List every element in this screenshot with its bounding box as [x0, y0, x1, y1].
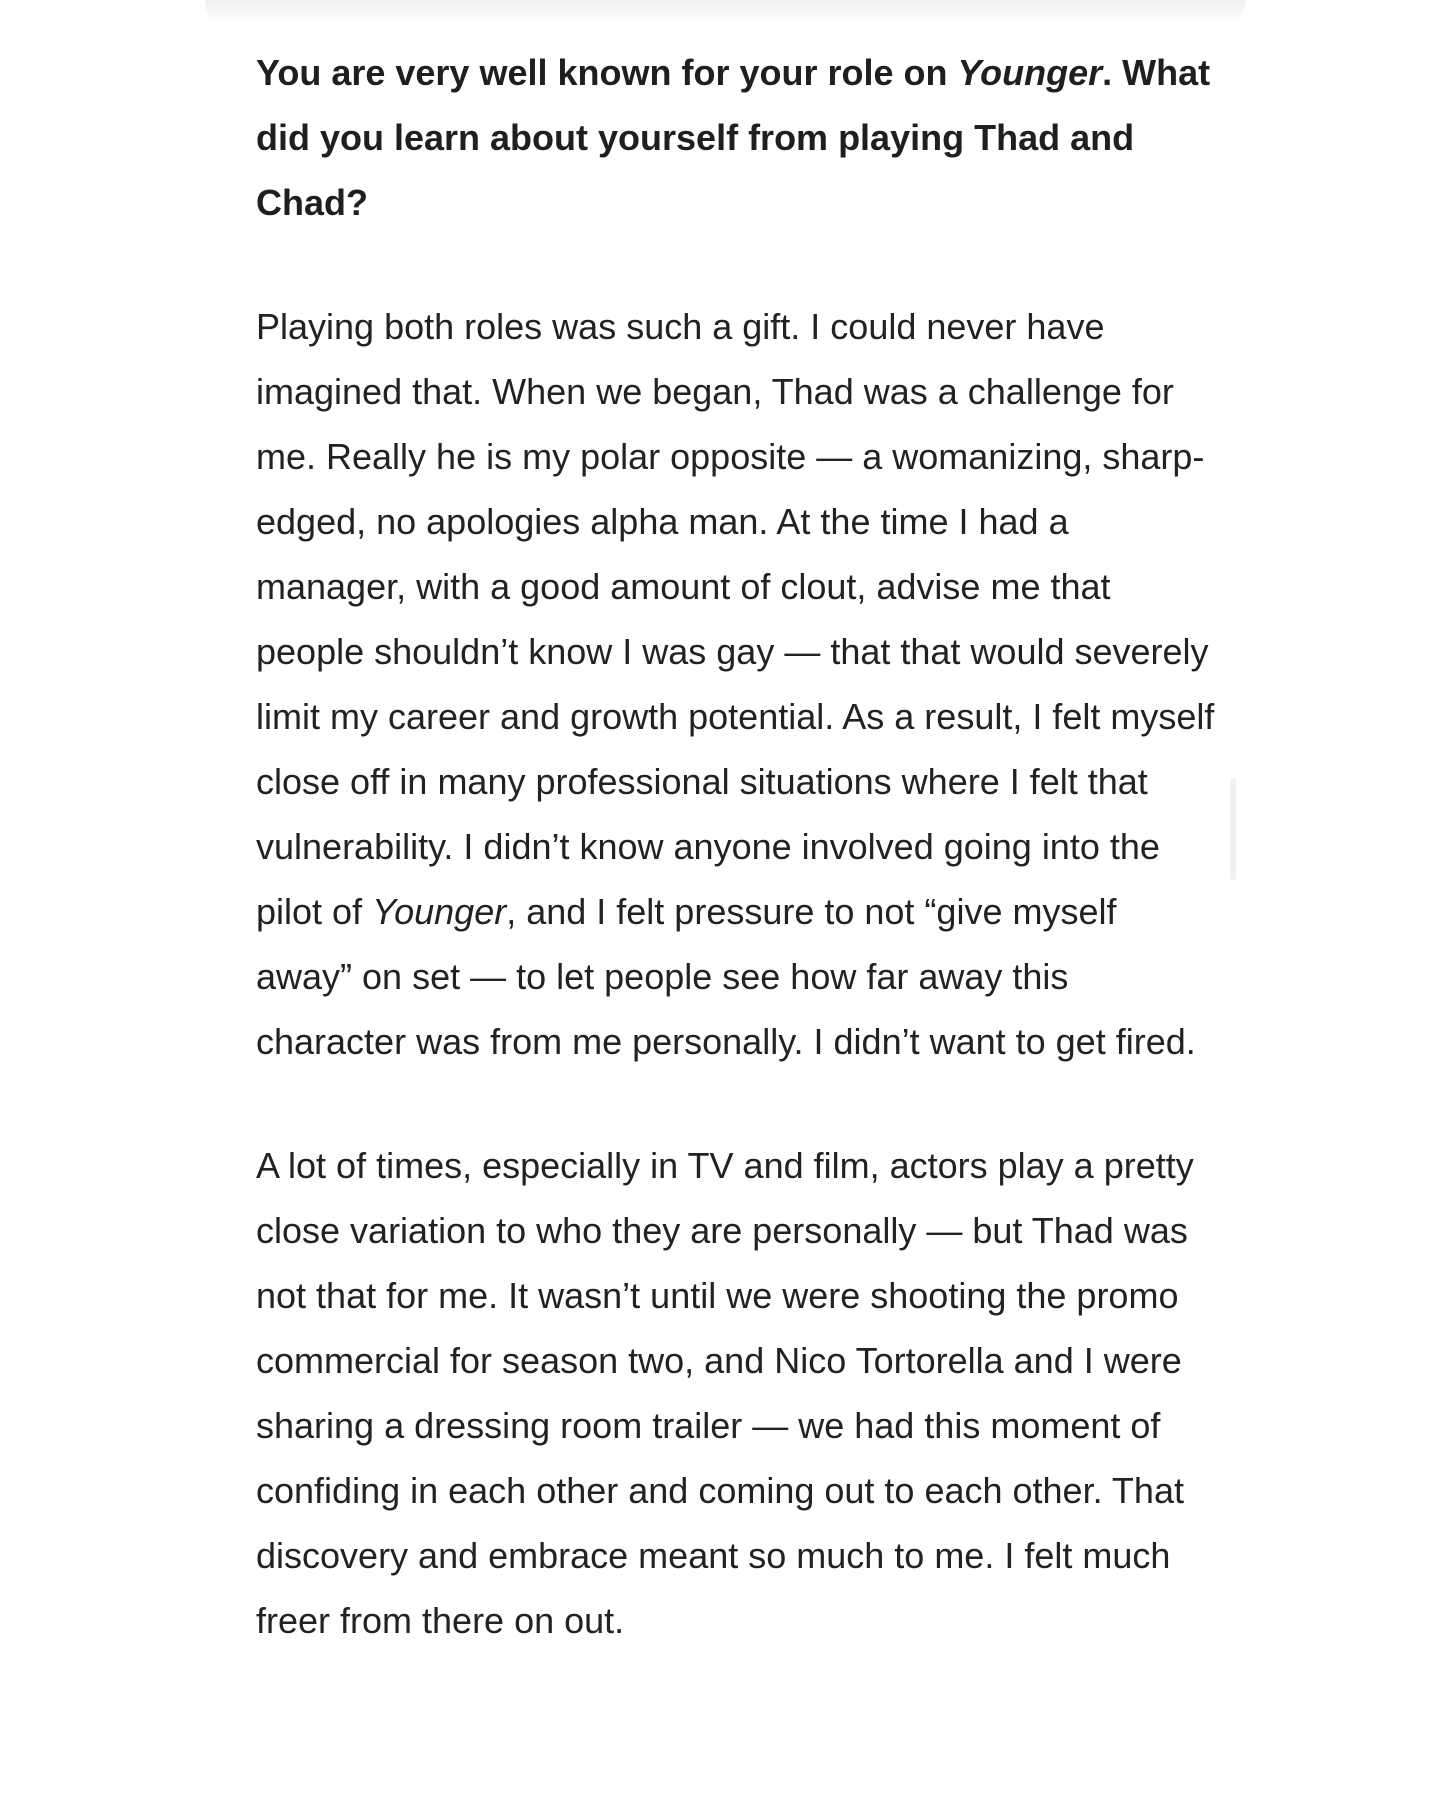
answer-show-title: Younger — [372, 891, 507, 932]
top-card-shadow — [205, 0, 1245, 22]
question-text-end: . What did you learn about yourself from playing Thad and Chad? — [256, 52, 1211, 223]
answer-paragraph-1-text-end: , and I felt pressure to not “give myself away” on set — to let people see how far away this character was from me personally. I didn’t want to get fired. — [256, 891, 1196, 1062]
question-show-title: Younger — [957, 52, 1103, 93]
scrollbar-thumb[interactable] — [1230, 778, 1236, 880]
answer-paragraph-1-text-start: Playing both roles was such a gift. I could never have imagined that. When we began, Thad was a challenge for me. Really he is my polar opposite — a womanizing, sharp-edged, no apologies alpha man. At the time I had a manager, with a good amount of clout, advise me that people shouldn’t know I was gay — that that would severely limit my career and growth potential. As a result, I felt myself close off in many professional situations where I felt that vulnerability. I didn’t know anyone involved going into the pilot of — [256, 306, 1215, 932]
article-body — [256, 40, 1216, 1653]
interview-question — [256, 40, 1216, 235]
answer-paragraph-2: A lot of times, especially in TV and film, actors play a pretty close variation to who they are personally — but Thad was not that for me. It wasn’t until we were shooting the promo commercial for season two, and Nico Tortorella and I were sharing a dressing room trailer — we had this moment of confiding in each other and coming out to each other. That discovery and embrace meant so much to me. I felt much freer from there on out. — [256, 1145, 1194, 1641]
answer-paragraph-1 — [256, 294, 1216, 1074]
question-text-start: You are very well known for your role on — [256, 52, 958, 93]
